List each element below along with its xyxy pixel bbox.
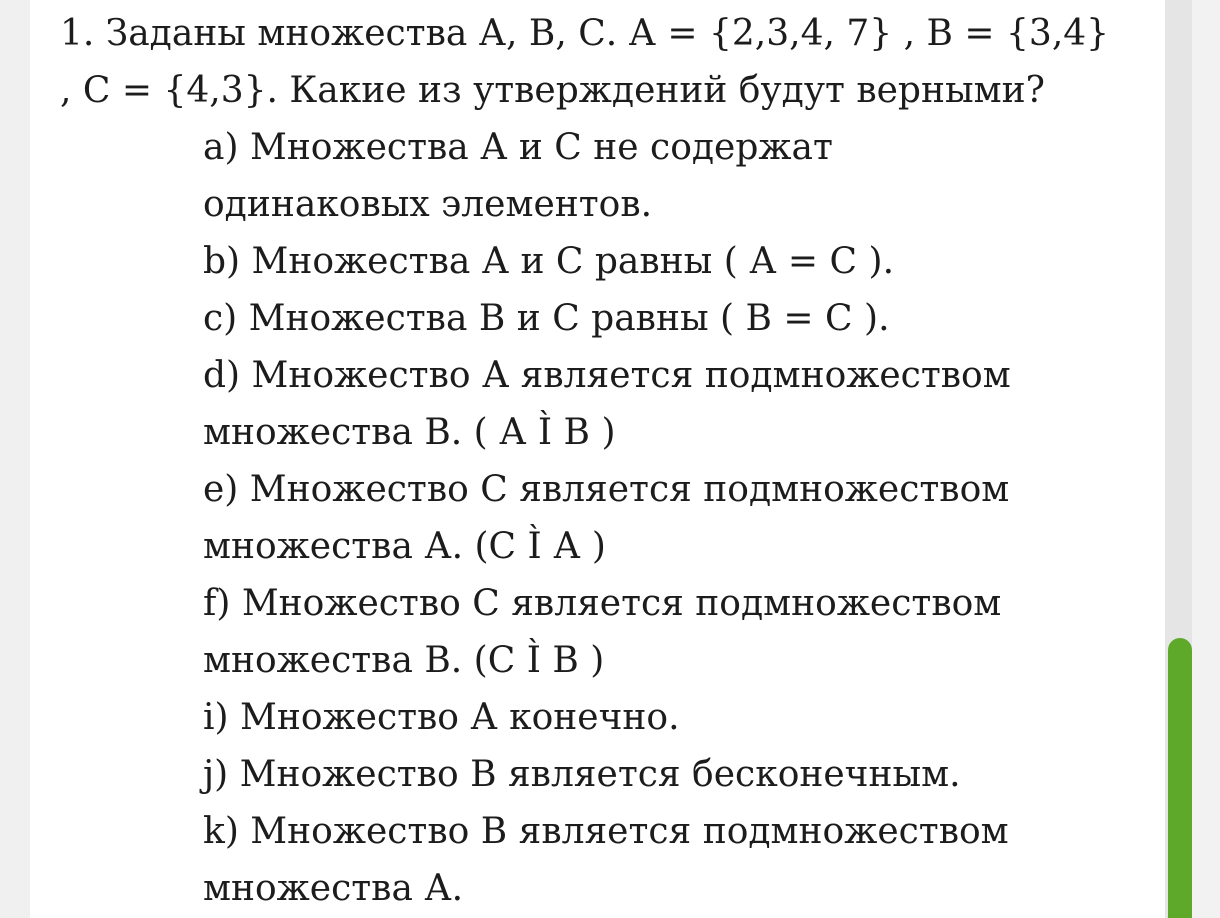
option-i (203, 689, 1109, 746)
option-e-text: множества А. (С Ì А ) (203, 526, 606, 567)
question-line: 1. Заданы множества А, В, С. А = {2,3,4, 7} , В = {3,4} (60, 13, 1110, 54)
question-block (60, 5, 1109, 917)
question-line: , С = {4,3}. Какие из утверждений будут верными? (60, 70, 1045, 111)
option-c (203, 290, 1109, 347)
option-e (203, 461, 1109, 575)
answer-options (60, 119, 1109, 917)
option-j-text: j) Множество В является бесконечным. (203, 754, 961, 795)
option-a-text: a) Множества А и С не содержат (203, 127, 833, 168)
option-e-text: e) Множество С является подмножеством (203, 469, 1010, 510)
option-d-text: d) Множество А является подмножеством (203, 355, 1011, 396)
option-c-text: c) Множества В и С равны ( В = С ). (203, 298, 890, 339)
option-b (203, 233, 1109, 290)
option-i-text: i) Множество А конечно. (203, 697, 680, 738)
option-d (203, 347, 1109, 461)
question-text (60, 5, 1109, 119)
option-k-text: k) Множество В является подмножеством (203, 811, 1009, 852)
left-gutter (0, 0, 30, 918)
option-f-text: множества В. (С Ì В ) (203, 640, 605, 681)
option-a-text: одинаковых элементов. (203, 184, 653, 225)
option-d-text: множества В. ( А Ì В ) (203, 412, 616, 453)
option-k-text: множества А. (203, 868, 464, 909)
option-f (203, 575, 1109, 689)
right-gutter (1192, 0, 1220, 918)
option-j (203, 746, 1109, 803)
option-f-text: f) Множество С является подмножеством (203, 583, 1002, 624)
option-a (203, 119, 1109, 233)
scrollbar-thumb[interactable] (1168, 638, 1192, 918)
option-b-text: b) Множества А и С равны ( А = С ). (203, 241, 895, 282)
option-k (203, 803, 1109, 917)
